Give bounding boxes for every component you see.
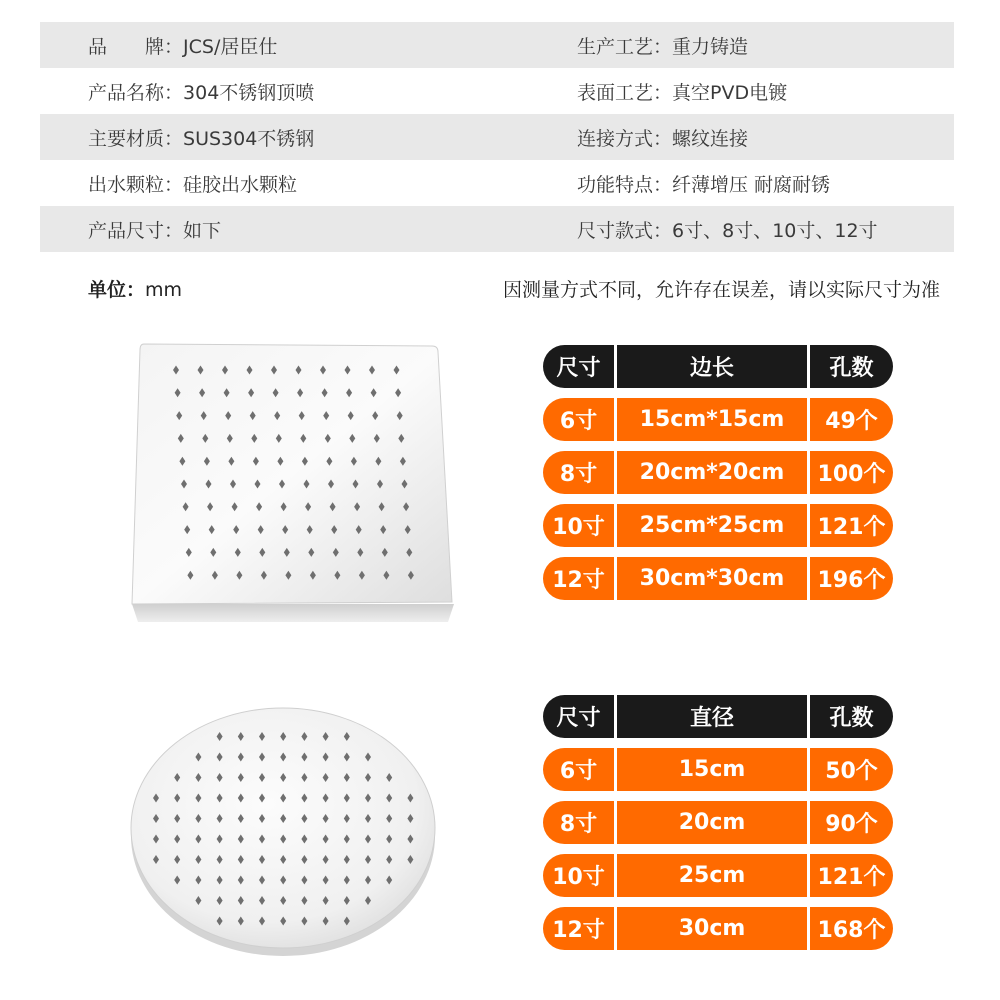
round-size-table <box>543 695 893 960</box>
unit-label: 单位： <box>88 279 146 301</box>
spec-label: 主要材质： <box>88 127 184 150</box>
table-header-row <box>543 695 893 738</box>
cell-dimension: 30cm*30cm <box>617 557 807 600</box>
spec-value: 如下 <box>183 219 222 242</box>
spec-value: 真空PVD电镀 <box>672 81 788 104</box>
cell-dimension: 15cm <box>617 748 807 791</box>
spec-row <box>40 160 954 206</box>
cell-size: 6寸 <box>543 398 614 441</box>
cell-holes: 121个 <box>810 504 893 547</box>
spec-value: SUS304不锈钢 <box>183 127 315 150</box>
spec-label: 表面工艺： <box>577 81 673 104</box>
unit-value: mm <box>145 279 183 301</box>
spec-label: 功能特点： <box>577 173 673 196</box>
square-shower-head-image <box>128 340 468 630</box>
table-row <box>543 748 893 791</box>
cell-holes: 168个 <box>810 907 893 950</box>
spec-label: 连接方式： <box>577 127 673 150</box>
cell-dimension: 20cm <box>617 801 807 844</box>
spec-label: 尺寸款式： <box>577 219 673 242</box>
spec-value: JCS/居臣仕 <box>183 35 278 58</box>
cell-size: 8寸 <box>543 451 614 494</box>
cell-size: 12寸 <box>543 907 614 950</box>
measurement-note: 因测量方式不同，允许存在误差，请以实际尺寸为准 <box>502 279 940 301</box>
table-row <box>543 398 893 441</box>
spec-row <box>40 114 954 160</box>
spec-value: 304不锈钢顶喷 <box>183 81 315 104</box>
spec-value: 硅胶出水颗粒 <box>183 173 298 196</box>
cell-size: 10寸 <box>543 504 614 547</box>
cell-holes: 100个 <box>810 451 893 494</box>
table-header-row <box>543 345 893 388</box>
round-shower-head-image <box>128 690 438 960</box>
cell-size: 12寸 <box>543 557 614 600</box>
cell-size: 10寸 <box>543 854 614 897</box>
table-row <box>543 801 893 844</box>
spec-label: 产品尺寸： <box>88 219 184 242</box>
table-row <box>543 557 893 600</box>
square-size-table <box>543 345 893 610</box>
unit-line <box>88 275 182 302</box>
cell-dimension: 25cm*25cm <box>617 504 807 547</box>
header-hole-count: 孔数 <box>810 345 893 388</box>
table-row <box>543 451 893 494</box>
spec-value: 纤薄增压 耐腐耐锈 <box>672 173 831 196</box>
cell-dimension: 15cm*15cm <box>617 398 807 441</box>
spec-row <box>40 22 954 68</box>
table-row <box>543 504 893 547</box>
spec-value: 6寸、8寸、10寸、12寸 <box>672 219 878 242</box>
cell-size: 8寸 <box>543 801 614 844</box>
cell-dimension: 20cm*20cm <box>617 451 807 494</box>
spec-value: 重力铸造 <box>672 35 749 58</box>
cell-holes: 196个 <box>810 557 893 600</box>
spec-row <box>40 68 954 114</box>
spec-label: 生产工艺： <box>577 35 673 58</box>
spec-label: 出水颗粒： <box>88 173 184 196</box>
spec-value: 螺纹连接 <box>672 127 749 150</box>
header-side-length: 边长 <box>617 345 807 388</box>
cell-dimension: 25cm <box>617 854 807 897</box>
spec-table <box>40 22 954 252</box>
header-size: 尺寸 <box>543 345 614 388</box>
table-row <box>543 854 893 897</box>
cell-holes: 121个 <box>810 854 893 897</box>
cell-holes: 90个 <box>810 801 893 844</box>
spec-label: 品 牌： <box>88 35 184 58</box>
spec-label: 产品名称： <box>88 81 184 104</box>
header-size: 尺寸 <box>543 695 614 738</box>
cell-holes: 49个 <box>810 398 893 441</box>
header-diameter: 直径 <box>617 695 807 738</box>
cell-dimension: 30cm <box>617 907 807 950</box>
cell-holes: 50个 <box>810 748 893 791</box>
spec-row <box>40 206 954 252</box>
header-hole-count: 孔数 <box>810 695 893 738</box>
table-row <box>543 907 893 950</box>
cell-size: 6寸 <box>543 748 614 791</box>
